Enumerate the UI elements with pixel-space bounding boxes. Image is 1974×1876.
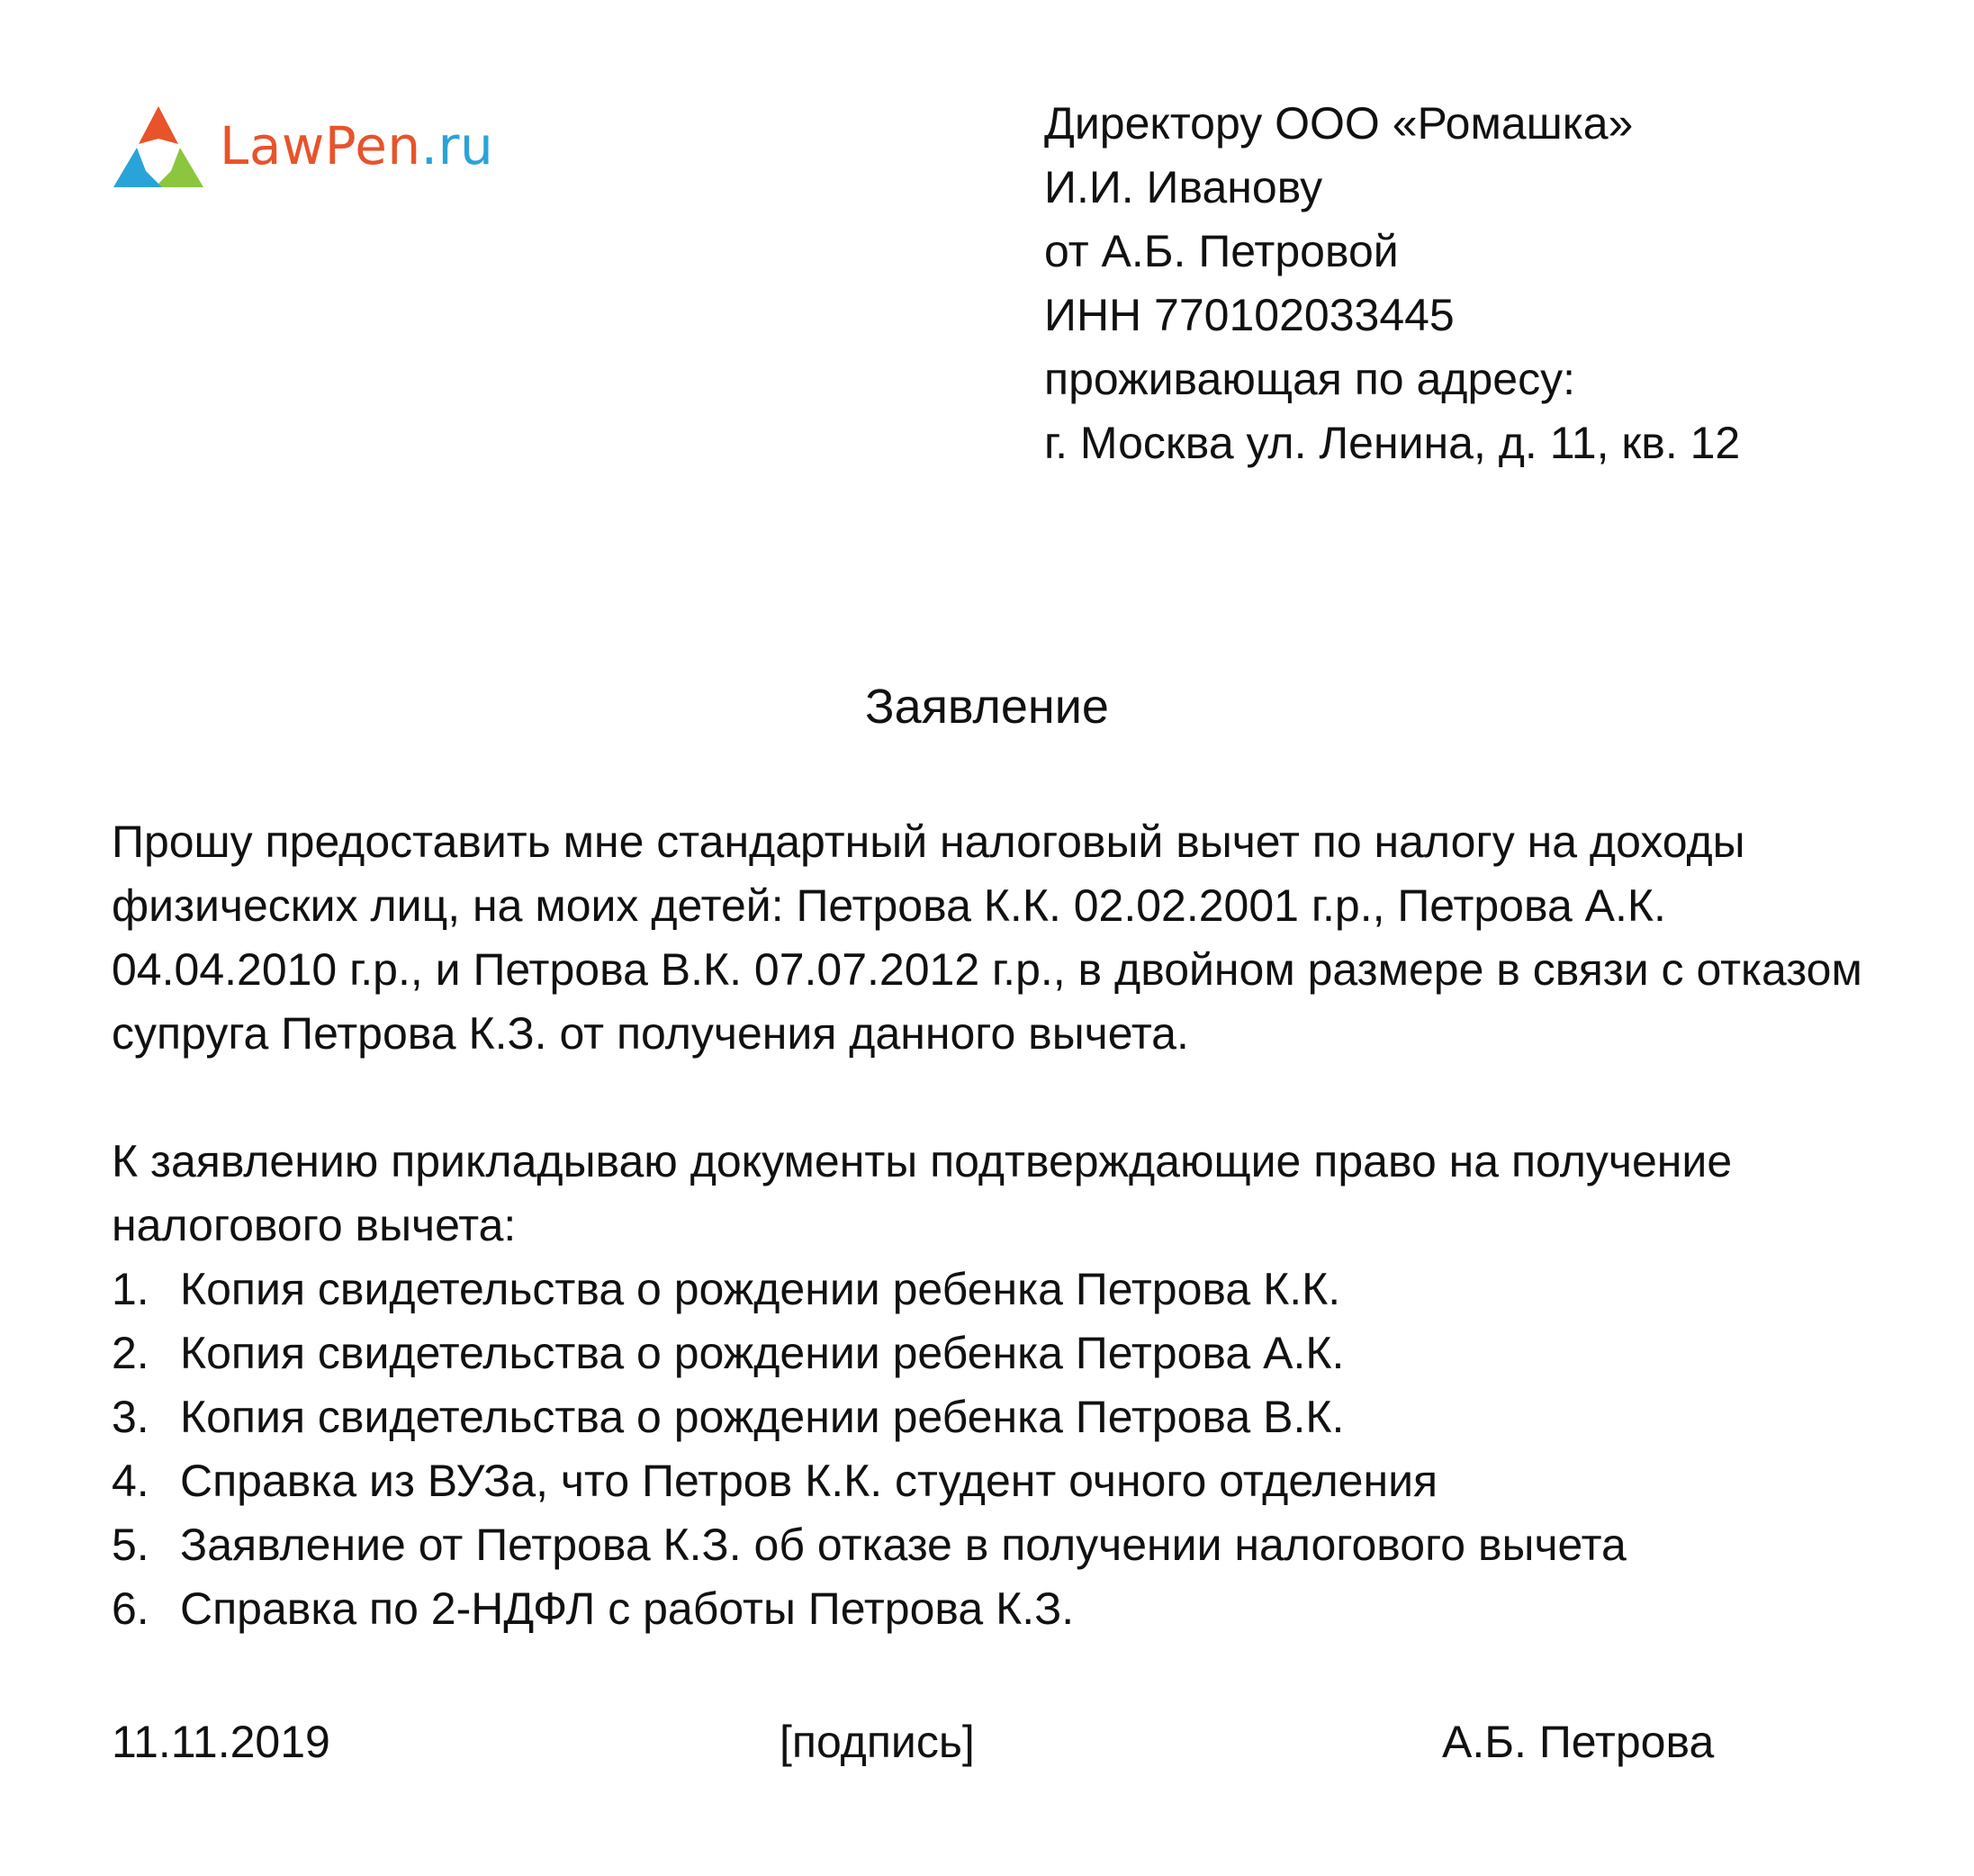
addressee-line: от А.Б. Петровой [1044,226,1399,276]
list-item [112,1385,1876,1449]
list-item [112,1321,1876,1385]
list-item [112,1449,1876,1513]
addressee-line: И.И. Иванову [1044,162,1323,212]
list-item-number: 4. [112,1456,149,1506]
document-title: Заявление [865,680,1109,734]
list-item [112,1577,1876,1641]
list-item-text: Копия свидетельства о рождении ребенка Петрова К.К. [180,1264,1341,1314]
list-item-number: 5. [112,1520,149,1570]
list-item-number: 3. [112,1392,149,1442]
addressee-line: г. Москва ул. Ленина, д. 11, кв. 12 [1044,418,1741,468]
request-paragraph: Прошу предоставить мне стандартный налоговый вычет по налогу на доходы физических лиц, на моих детей: Петрова К.К. 02.02.2001 г.р., Петрова А.К. 04.04.2010 г.р., и Петрова В.К. 07.07.2012 г.р., в двойном размере в связи с отказом супруга Петрова К.З. от получения данного вычета. [112,816,1862,1059]
attachments-intro: К заявлению прикладываю документы подтверждающие право на получение налогового вычета: [112,1136,1733,1250]
addressee-line: ИНН 770102033445 [1044,290,1455,340]
list-item-number: 2. [112,1328,149,1378]
logo-tld: .ru [420,115,494,176]
addressee-line: Директору ООО «Ромашка» [1044,98,1634,149]
document-body [112,810,1876,1641]
list-item-text: Справка из ВУЗа, что Петров К.К. студент очного отделения [180,1456,1438,1506]
list-item-text: Копия свидетельства о рождении ребенка Петрова А.К. [180,1328,1345,1378]
document-date: 11.11.2019 [112,1717,330,1767]
attachments-list [112,1258,1876,1641]
list-item-number: 1. [112,1264,149,1314]
signature-placeholder: [подпись] [780,1717,975,1767]
list-item [112,1513,1876,1577]
list-item-number: 6. [112,1583,149,1634]
list-item [112,1258,1876,1321]
list-item-text: Копия свидетельства о рождении ребенка Петрова В.К. [180,1392,1345,1442]
list-item-text: Справка по 2-НДФЛ с работы Петрова К.З. [180,1583,1075,1634]
logo-brand: LawPen [220,115,421,176]
addressee-line: проживающая по адресу: [1044,354,1575,404]
logo [112,101,562,191]
logo-text [220,115,494,176]
addressee-block [1044,92,1740,475]
list-item-text: Заявление от Петрова К.З. об отказе в получении налогового вычета [180,1520,1627,1570]
signer-name: А.Б. Петрова [1442,1717,1715,1767]
logo-triangle-icon [112,103,205,189]
